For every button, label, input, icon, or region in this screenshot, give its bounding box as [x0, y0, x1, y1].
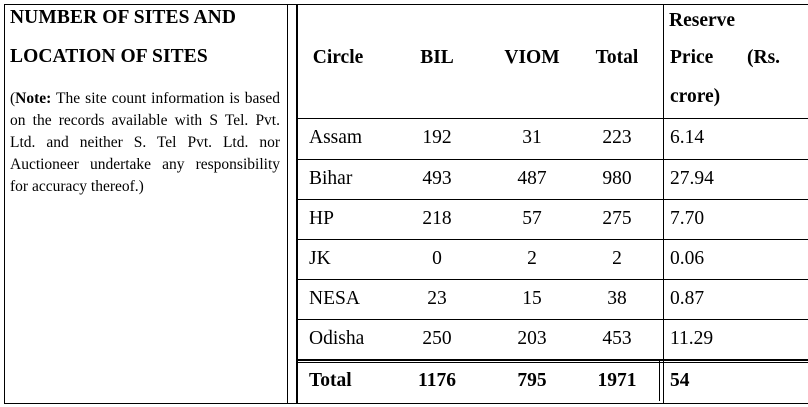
total-bil: 1176: [418, 370, 456, 391]
total-total: 1971: [597, 370, 637, 391]
sites-table: [297, 4, 808, 404]
cell-viom: 487: [517, 168, 547, 189]
total-viom: 795: [517, 370, 547, 391]
section-heading-line2: LOCATION OF SITES: [10, 46, 208, 67]
cell-viom: 2: [527, 248, 537, 269]
header-reserve-line2a: Price: [670, 47, 714, 68]
cell-price: 0.87: [670, 288, 705, 309]
cell-bil: 0: [432, 248, 442, 269]
cell-circle: NESA: [309, 288, 360, 309]
cell-total: 38: [607, 288, 627, 309]
cell-circle: HP: [309, 208, 334, 229]
cell-total: 453: [602, 328, 632, 349]
header-viom: VIOM: [504, 47, 560, 68]
header-circle: Circle: [312, 47, 364, 68]
cell-viom: 203: [517, 328, 547, 349]
cell-price: 27.94: [670, 168, 714, 189]
cell-price: 11.29: [670, 328, 714, 349]
cell-bil: 218: [422, 208, 452, 229]
cell-price: 0.06: [670, 248, 705, 269]
note-open-paren: (: [10, 90, 16, 107]
cell-circle: JK: [309, 248, 331, 269]
header-reserve-line2b: (Rs.: [747, 47, 781, 68]
header-bil: BIL: [420, 47, 454, 68]
cell-bil: 250: [422, 328, 452, 349]
cell-viom: 15: [522, 288, 542, 309]
cell-circle: Assam: [309, 127, 363, 148]
cell-total: 2: [612, 248, 622, 269]
cell-bil: 192: [422, 127, 452, 148]
cell-viom: 31: [522, 127, 542, 148]
note-text: The site count information is based on the records available with S Tel. Pvt. Ltd. and neither S. Tel Pvt. Ltd. nor Auctioneer undertake any responsibility for accuracy thereof.): [10, 90, 280, 195]
total-label: Total: [309, 370, 352, 391]
cell-circle: Bihar: [309, 168, 353, 189]
cell-price: 7.70: [670, 208, 705, 229]
cell-bil: 493: [422, 168, 452, 189]
total-row-double-line: [659, 361, 660, 401]
section-heading-line1: NUMBER OF SITES AND: [10, 7, 237, 28]
disclaimer-note: [10, 88, 280, 198]
cell-viom: 57: [522, 208, 542, 229]
column-divider: [663, 4, 664, 404]
cell-price: 6.14: [670, 127, 705, 148]
header-reserve-line3: crore): [670, 86, 721, 107]
cell-total: 980: [602, 168, 632, 189]
note-label: Note:: [15, 90, 52, 107]
cell-circle: Odisha: [309, 328, 365, 349]
cell-total: 223: [602, 127, 632, 148]
total-price: 54: [670, 370, 690, 391]
header-reserve-line1: Reserve: [669, 10, 736, 31]
cell-bil: 23: [427, 288, 447, 309]
cell-total: 275: [602, 208, 632, 229]
header-total: Total: [595, 47, 639, 68]
